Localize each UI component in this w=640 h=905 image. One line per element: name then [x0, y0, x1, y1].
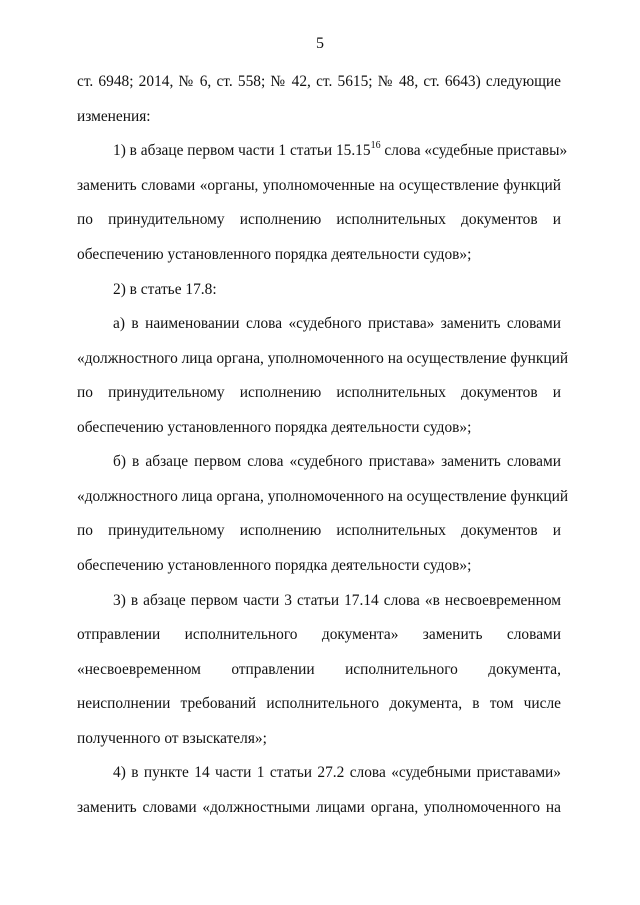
text-line-3-part-b: слова «судебные приставы»: [380, 142, 568, 159]
text-line-18: «несвоевременном отправлении исполнительного документа,: [77, 661, 561, 678]
text-line-20: полученного от взыскателя»;: [77, 730, 267, 747]
text-line-4: заменить словами «органы, уполномоченные на осуществление функций: [77, 177, 561, 194]
text-line-12: б) в абзаце первом слова «судебного пристава» заменить словами: [113, 453, 561, 470]
text-line-14: по принудительному исполнению исполнительных документов и: [77, 522, 561, 539]
text-line-9: «должностного лица органа, уполномоченного на осуществление функций: [77, 350, 569, 367]
text-line-17: отправлении исполнительного документа» заменить словами: [77, 626, 561, 643]
text-line-6: обеспечению установленного порядка деятельности судов»;: [77, 246, 472, 263]
text-line-10: по принудительному исполнению исполнительных документов и: [77, 384, 561, 401]
text-line-7: 2) в статье 17.8:: [113, 281, 217, 298]
text-line-16: 3) в абзаце первом части 3 статьи 17.14 слова «в несвоевременном: [113, 592, 561, 609]
text-line-11: обеспечению установленного порядка деятельности судов»;: [77, 419, 472, 436]
text-line-1: ст. 6948; 2014, № 6, ст. 558; № 42, ст. 5615; № 48, ст. 6643) следующие: [77, 73, 561, 90]
text-line-15: обеспечению установленного порядка деятельности судов»;: [77, 557, 472, 574]
text-line-3: [113, 139, 568, 161]
page-number: 5: [316, 35, 324, 52]
text-line-5: по принудительному исполнению исполнительных документов и: [77, 211, 561, 228]
text-line-8: а) в наименовании слова «судебного пристава» заменить словами: [113, 315, 561, 332]
superscript-16: 16: [370, 139, 381, 151]
text-line-21: 4) в пункте 14 части 1 статьи 27.2 слова «судебными приставами»: [113, 764, 561, 781]
text-line-3-part-a: 1) в абзаце первом части 1 статьи 15.15: [113, 142, 371, 159]
text-line-13: «должностного лица органа, уполномоченного на осуществление функций: [77, 488, 569, 505]
text-line-22: заменить словами «должностными лицами органа, уполномоченного на: [77, 799, 561, 816]
text-line-2: изменения:: [77, 108, 151, 125]
text-line-19: неисполнении требований исполнительного документа, в том числе: [77, 695, 561, 712]
